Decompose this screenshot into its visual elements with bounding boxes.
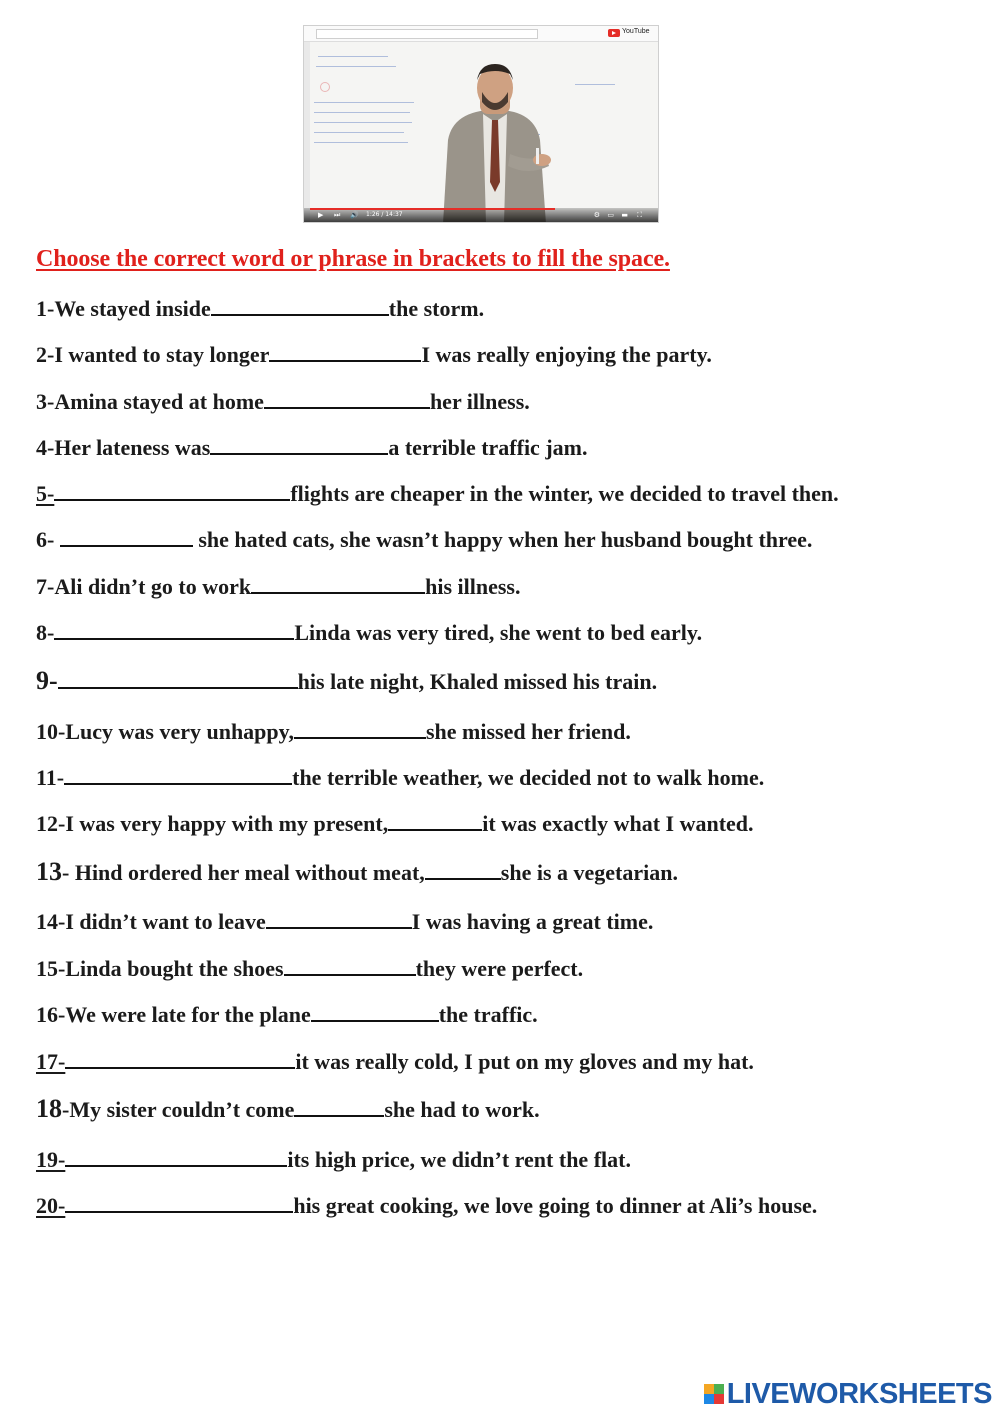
question-text: 6- bbox=[36, 527, 60, 552]
question-8 bbox=[36, 618, 702, 646]
question-text: flights are cheaper in the winter, we decided to travel then. bbox=[290, 481, 839, 506]
answer-blank[interactable] bbox=[54, 618, 294, 640]
miniplayer-icon[interactable]: ▭ bbox=[607, 211, 614, 219]
board-writing bbox=[314, 112, 410, 113]
answer-blank[interactable] bbox=[58, 667, 298, 689]
question-text: it was really cold, I put on my gloves and my hat. bbox=[295, 1049, 754, 1074]
question-text: the terrible weather, we decided not to walk home. bbox=[292, 765, 765, 790]
question-20 bbox=[36, 1191, 817, 1219]
question-9 bbox=[36, 667, 657, 695]
question-text: -My sister couldn’t come bbox=[62, 1097, 295, 1122]
answer-blank[interactable] bbox=[284, 954, 416, 976]
question-text: she is a vegetarian. bbox=[500, 860, 678, 885]
question-18 bbox=[36, 1095, 540, 1123]
question-1 bbox=[36, 294, 484, 322]
question-text: it was exactly what I wanted. bbox=[482, 811, 754, 836]
question-text: 12-I was very happy with my present, bbox=[36, 811, 389, 836]
question-2 bbox=[36, 340, 712, 368]
question-19 bbox=[36, 1145, 631, 1173]
answer-blank[interactable] bbox=[54, 479, 290, 501]
question-text: 20- bbox=[36, 1193, 66, 1218]
question-text: his great cooking, we love going to dinner at Ali’s house. bbox=[293, 1193, 818, 1218]
question-text: his illness. bbox=[425, 574, 521, 599]
logo-square bbox=[714, 1384, 724, 1394]
board-writing bbox=[314, 122, 412, 123]
board-writing bbox=[316, 66, 396, 67]
question-4 bbox=[36, 433, 587, 461]
settings-icon[interactable]: ⚙ bbox=[593, 211, 600, 219]
question-text: 8- bbox=[36, 620, 55, 645]
question-text: they were perfect. bbox=[415, 956, 584, 981]
fullscreen-icon[interactable]: ⛶ bbox=[637, 211, 642, 219]
answer-blank[interactable] bbox=[388, 809, 482, 831]
youtube-logo bbox=[608, 28, 650, 38]
answer-blank[interactable] bbox=[251, 572, 425, 594]
answer-blank[interactable] bbox=[269, 340, 421, 362]
answer-blank[interactable] bbox=[210, 433, 388, 455]
question-text: she missed her friend. bbox=[425, 719, 631, 744]
question-text: 1-We stayed inside bbox=[36, 296, 211, 321]
question-number: 18 bbox=[36, 1094, 62, 1123]
question-text: the traffic. bbox=[438, 1002, 538, 1027]
play-logo-icon bbox=[608, 29, 620, 37]
question-16 bbox=[36, 1000, 538, 1028]
question-5 bbox=[36, 479, 839, 507]
answer-blank[interactable] bbox=[294, 1095, 384, 1117]
question-text: 7-Ali didn’t go to work bbox=[36, 574, 252, 599]
question-text: 19- bbox=[36, 1147, 66, 1172]
answer-blank[interactable] bbox=[65, 1145, 287, 1167]
question-12 bbox=[36, 809, 754, 837]
answer-blank[interactable] bbox=[60, 525, 193, 547]
question-10 bbox=[36, 717, 631, 745]
question-text: the storm. bbox=[388, 296, 485, 321]
answer-blank[interactable] bbox=[266, 907, 412, 929]
answer-blank[interactable] bbox=[65, 1047, 295, 1069]
answer-blank[interactable] bbox=[211, 294, 389, 316]
question-text: its high price, we didn’t rent the flat. bbox=[287, 1147, 631, 1172]
question-text: 9- bbox=[36, 666, 58, 695]
answer-blank[interactable] bbox=[425, 858, 501, 880]
answer-blank[interactable] bbox=[264, 387, 430, 409]
board-writing bbox=[314, 132, 404, 133]
board-writing bbox=[320, 82, 330, 92]
video-top-bar bbox=[304, 26, 658, 42]
question-13 bbox=[36, 858, 678, 886]
answer-blank[interactable] bbox=[311, 1000, 439, 1022]
question-text: 3-Amina stayed at home bbox=[36, 389, 264, 414]
time-readout: 1:26 / 14:37 bbox=[366, 211, 403, 218]
next-icon[interactable]: ⏭ bbox=[334, 211, 341, 219]
question-text: I was having a great time. bbox=[411, 909, 654, 934]
question-17 bbox=[36, 1047, 754, 1075]
question-15 bbox=[36, 954, 583, 982]
instruction-heading: Choose the correct word or phrase in brackets to fill the space. bbox=[36, 246, 670, 272]
question-3 bbox=[36, 387, 530, 415]
question-text: 11- bbox=[36, 765, 65, 790]
video-embed[interactable] bbox=[303, 25, 659, 223]
answer-blank[interactable] bbox=[65, 1191, 293, 1213]
question-text: her illness. bbox=[429, 389, 530, 414]
question-text: - Hind ordered her meal without meat, bbox=[62, 860, 425, 885]
question-text: 14-I didn’t want to leave bbox=[36, 909, 266, 934]
video-controls[interactable] bbox=[304, 208, 658, 222]
search-box bbox=[316, 29, 538, 39]
theater-icon[interactable]: ▬ bbox=[621, 211, 628, 219]
question-text: 5- bbox=[36, 481, 55, 506]
question-6 bbox=[36, 525, 812, 553]
board-writing bbox=[318, 56, 388, 57]
question-text: 4-Her lateness was bbox=[36, 435, 211, 460]
question-number: 13 bbox=[36, 857, 62, 886]
video-frame[interactable] bbox=[310, 42, 659, 223]
question-text: a terrible traffic jam. bbox=[388, 435, 588, 460]
question-text: Linda was very tired, she went to bed early. bbox=[294, 620, 703, 645]
question-text: 2-I wanted to stay longer bbox=[36, 342, 270, 367]
liveworksheets-logo-text: LIVEWORKSHEETS bbox=[726, 1377, 992, 1410]
liveworksheets-logo[interactable] bbox=[704, 1379, 992, 1409]
progress-bar[interactable] bbox=[310, 208, 555, 210]
volume-icon[interactable]: 🔊 bbox=[350, 211, 359, 219]
question-11 bbox=[36, 763, 764, 791]
question-text: 17- bbox=[36, 1049, 66, 1074]
youtube-logo-text: YouTube bbox=[622, 28, 650, 35]
board-writing bbox=[575, 84, 615, 85]
liveworksheets-logo-icon bbox=[704, 1384, 724, 1404]
question-text: she had to work. bbox=[384, 1097, 540, 1122]
question-14 bbox=[36, 907, 653, 935]
question-text: she hated cats, she wasn’t happy when her husband bought three. bbox=[192, 527, 813, 552]
question-text: 10-Lucy was very unhappy, bbox=[36, 719, 294, 744]
logo-square bbox=[704, 1394, 714, 1404]
board-writing bbox=[314, 102, 414, 103]
play-icon[interactable]: ▶ bbox=[318, 211, 324, 219]
board-writing bbox=[314, 142, 408, 143]
answer-blank[interactable] bbox=[64, 763, 292, 785]
logo-square bbox=[704, 1384, 714, 1394]
question-text: I was really enjoying the party. bbox=[421, 342, 712, 367]
teacher-figure bbox=[428, 62, 563, 223]
question-7 bbox=[36, 572, 521, 600]
answer-blank[interactable] bbox=[294, 717, 426, 739]
question-text: 16-We were late for the plane bbox=[36, 1002, 311, 1027]
question-text: his late night, Khaled missed his train. bbox=[297, 669, 658, 694]
question-text: 15-Linda bought the shoes bbox=[36, 956, 284, 981]
logo-square bbox=[714, 1394, 724, 1404]
